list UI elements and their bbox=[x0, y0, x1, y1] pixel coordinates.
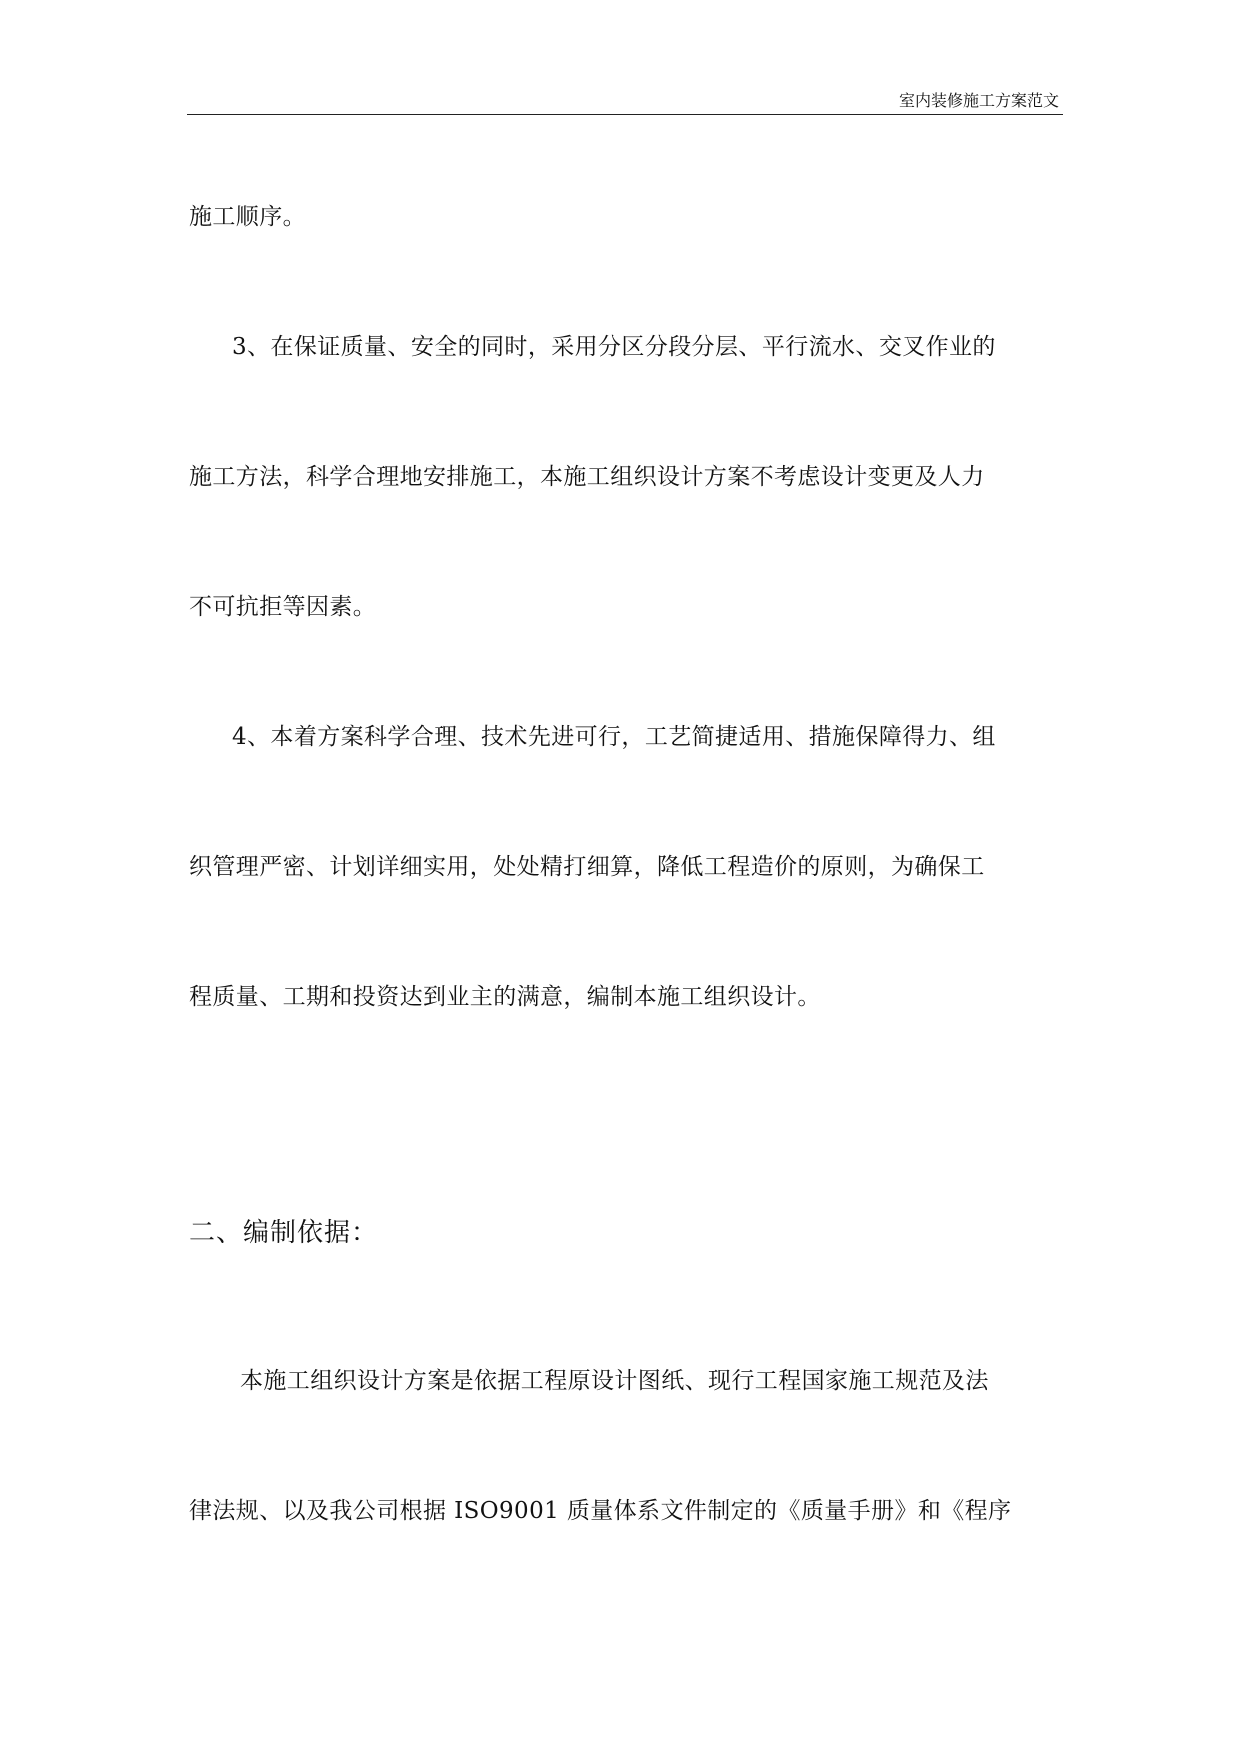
paragraph-line: 律法规、以及我公司根据 ISO9001 质量体系文件制定的《质量手册》和《程序 bbox=[189, 1498, 1012, 1524]
section-heading: 二、编制依据： bbox=[189, 1218, 379, 1248]
page-header bbox=[187, 84, 1063, 115]
paragraph-line: 本施工组织设计方案是依据工程原设计图纸、现行工程国家施工规范及法 bbox=[240, 1368, 989, 1394]
paragraph-line: 施工顺序。 bbox=[189, 204, 306, 230]
paragraph-line: 织管理严密、计划详细实用，处处精打细算，降低工程造价的原则，为确保工 bbox=[189, 854, 985, 880]
paragraph-line: 4、本着方案科学合理、技术先进可行，工艺简捷适用、措施保障得力、组 bbox=[232, 724, 996, 750]
paragraph-line: 程质量、工期和投资达到业主的满意，编制本施工组织设计。 bbox=[189, 984, 821, 1010]
paragraph-line: 3、在保证质量、安全的同时，采用分区分段分层、平行流水、交叉作业的 bbox=[232, 334, 996, 360]
paragraph-line: 不可抗拒等因素。 bbox=[189, 594, 377, 620]
paragraph-line: 施工方法，科学合理地安排施工，本施工组织设计方案不考虑设计变更及人力 bbox=[189, 464, 985, 490]
header-title: 室内装修施工方案范文 bbox=[898, 91, 1059, 110]
